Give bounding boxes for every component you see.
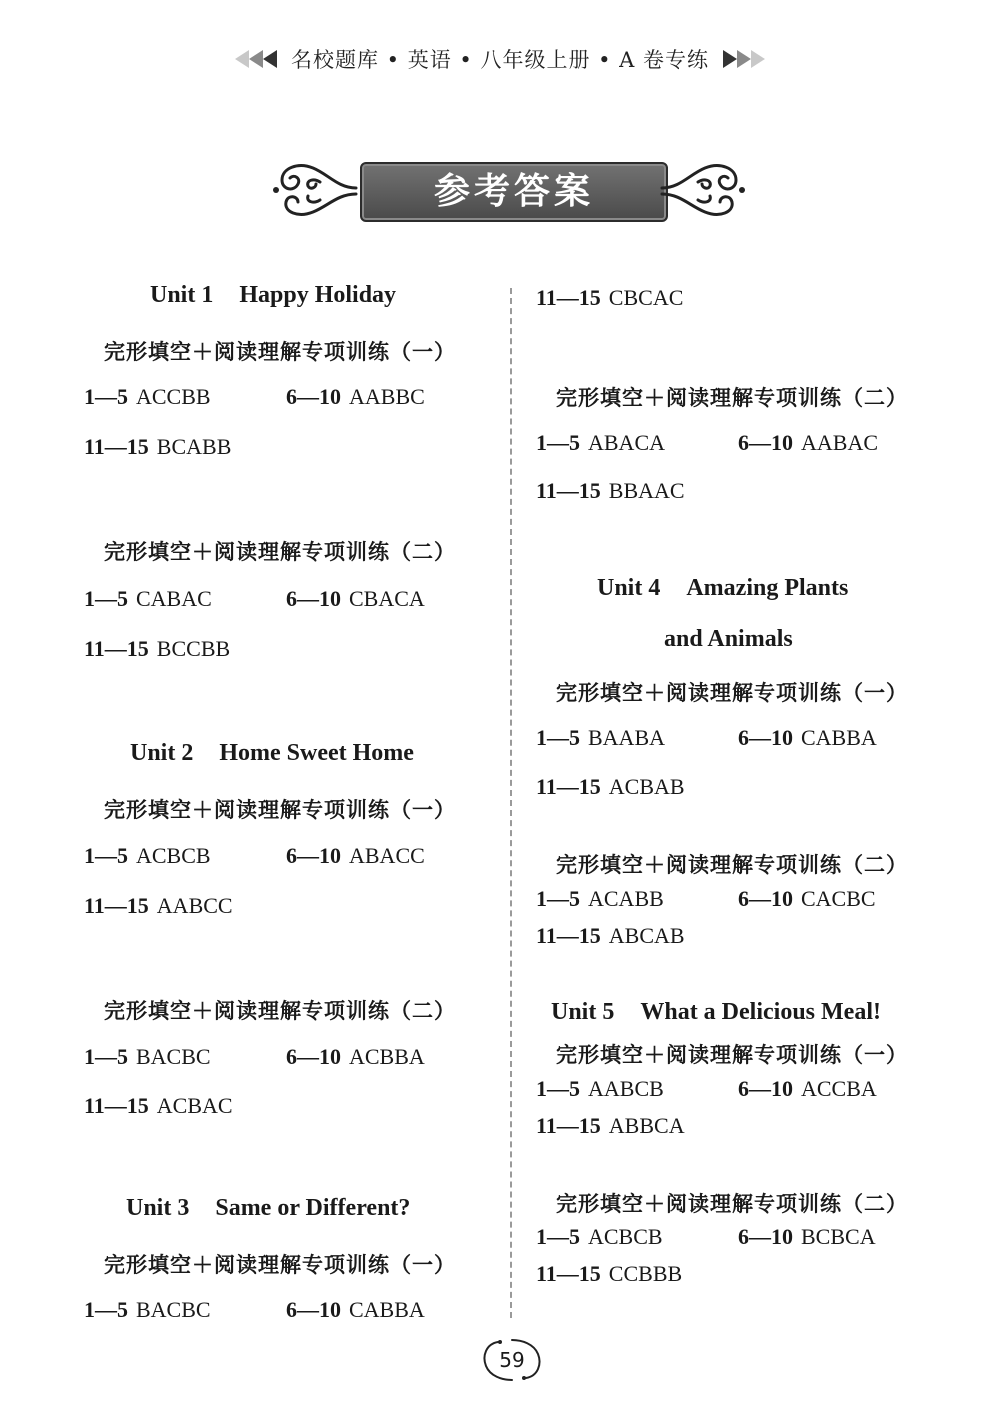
section-title: 完形填空＋阅读理解专项训练（一） [104, 798, 456, 822]
right-scroll-ornament-icon [660, 154, 750, 224]
section-title: 完形填空＋阅读理解专项训练（二） [104, 999, 456, 1023]
answer-row: 11—15 ACBAC [84, 1093, 233, 1118]
answer-row: 11—15 ABCAB [536, 923, 685, 948]
answer-row: 6—10 AABBC [286, 384, 425, 409]
answer-row: 11—15 ACBAB [536, 774, 685, 799]
section-title: 完形填空＋阅读理解专项训练（一） [104, 1253, 456, 1277]
answer-row: 11—15 BBAAC [536, 478, 685, 503]
answer-row: 11—15 BCABB [84, 434, 232, 459]
answer-row: 11—15 ABBCA [536, 1113, 685, 1138]
section-title: 完形填空＋阅读理解专项训练（二） [104, 540, 456, 564]
answer-row: 6—10 AABAC [738, 430, 879, 455]
section-title: 完形填空＋阅读理解专项训练（二） [556, 853, 908, 877]
triple-right-arrow-icon [719, 48, 767, 70]
answer-row: 6—10 CBACA [286, 586, 425, 611]
answer-row: 6—10 CACBC [738, 886, 876, 911]
answer-row: 1—5 CABAC [84, 586, 212, 611]
section-title: 完形填空＋阅读理解专项训练（一） [556, 681, 908, 705]
answer-row: 1—5 ABACA [536, 430, 666, 455]
unit-3-heading: Unit 3 Same or Different? [126, 1195, 411, 1221]
answer-row: 1—5 ACCBB [84, 384, 211, 409]
answer-row: 6—10 ACBBA [286, 1044, 425, 1069]
column-divider [510, 288, 512, 1318]
running-header [0, 44, 1000, 80]
left-scroll-ornament-icon [268, 154, 358, 224]
answer-row: 11—15 BCCBB [84, 636, 231, 661]
answer-row: 6—10 ACCBA [738, 1076, 877, 1101]
answer-row: 11—15 CBCAC [536, 285, 684, 310]
unit-2-heading: Unit 2 Home Sweet Home [130, 740, 414, 766]
answer-row: 1—5 ACBCB [84, 843, 211, 868]
answer-row: 1—5 ACBCB [536, 1224, 663, 1249]
unit-4-heading: Unit 4 Amazing Plants [597, 575, 849, 601]
triple-left-arrow-icon [233, 48, 281, 70]
answer-row: 6—10 BCBCA [738, 1224, 876, 1249]
unit-1-heading: Unit 1 Happy Holiday [150, 282, 397, 308]
section-title: 完形填空＋阅读理解专项训练（二） [556, 1192, 908, 1216]
answer-row: 1—5 BACBC [84, 1044, 211, 1069]
answer-row: 11—15 AABCC [84, 893, 233, 918]
answer-row: 11—15 CCBBB [536, 1261, 683, 1286]
page-number: 59 [499, 1348, 525, 1372]
answer-key-banner [268, 150, 750, 230]
banner-title: 参考答案 [360, 162, 668, 222]
unit-5-heading: Unit 5 What a Delicious Meal! [551, 999, 881, 1025]
answer-row: 6—10 ABACC [286, 843, 425, 868]
page-number-badge [476, 1336, 548, 1384]
answer-row: 1—5 ACABB [536, 886, 664, 911]
header-title: 名校题库 • 英语 • 八年级上册 • A 卷专练 [290, 48, 710, 72]
answer-row: 6—10 CABBA [286, 1297, 425, 1322]
answer-row: 1—5 AABCB [536, 1076, 664, 1101]
section-title: 完形填空＋阅读理解专项训练（一） [104, 340, 456, 364]
answer-row: 6—10 CABBA [738, 725, 877, 750]
answer-row: 1—5 BAABA [536, 725, 666, 750]
section-title: 完形填空＋阅读理解专项训练（一） [556, 1043, 908, 1067]
unit-4-heading-line2: and Animals [664, 626, 793, 652]
section-title: 完形填空＋阅读理解专项训练（二） [556, 386, 908, 410]
answer-row: 1—5 BACBC [84, 1297, 211, 1322]
